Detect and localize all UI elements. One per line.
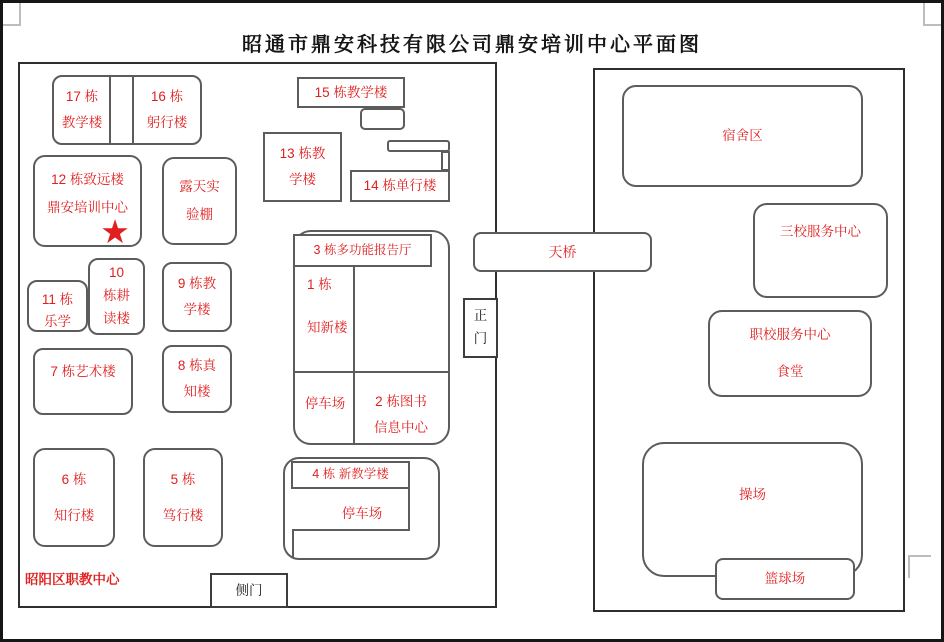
parking-lot-2-label (312, 503, 412, 525)
basketball-court (715, 558, 855, 600)
building-7-text-0: 7 栋艺术楼 (50, 364, 116, 379)
building-4-step-bottom (292, 529, 410, 531)
building-10 (88, 258, 145, 335)
vocational-school-service-center-text-1: 食堂 (776, 363, 804, 379)
main-gate-text-1: 门 (473, 331, 488, 346)
sports-ground (642, 442, 863, 577)
building-15-annex (360, 108, 405, 130)
dormitory-area (622, 85, 863, 187)
building-4-band (291, 461, 410, 489)
building-13 (263, 132, 342, 202)
building-6-text-0: 6 栋 (61, 472, 87, 488)
open-air-lab-shed-text-0: 露天实 (179, 179, 220, 195)
corner-mark-top-right (923, 3, 941, 26)
building-11 (27, 280, 88, 332)
building-8-text-1: 知楼 (183, 384, 211, 399)
star-marker-text-0: ★ (100, 212, 130, 250)
building-5-text-0: 5 栋 (170, 472, 196, 488)
dormitory-area-text-0: 宿舍区 (722, 128, 763, 144)
building-2-label-text-0: 2 栋图书 (375, 394, 427, 410)
building-12-text-1: 鼎安培训中心 (47, 199, 128, 215)
building-17-label-text-0: 17 栋 (65, 89, 99, 105)
side-gate-text-0: 侧门 (235, 582, 263, 598)
star-marker (95, 213, 135, 249)
building-12-text-0: 12 栋致远楼 (51, 172, 124, 187)
building-4-band-text-0: 4 栋 新教学楼 (312, 467, 389, 482)
hall-3-text-0: 3 栋多功能报告厅 (313, 242, 412, 257)
building-10-text-1: 栋耕 (103, 288, 130, 304)
sports-ground-text-0: 操场 (739, 487, 766, 502)
building-16-label-text-0: 16 栋 (150, 89, 184, 105)
building-9-text-0: 9 栋教 (177, 276, 217, 292)
building-9 (162, 262, 232, 332)
building-1-label-text-0: 1 栋 (307, 276, 332, 292)
basketball-court-text-0: 篮球场 (764, 571, 806, 587)
building-1-label-text-1: 知新楼 (307, 320, 348, 335)
three-school-service-center (753, 203, 888, 298)
district-label-text-0: 昭阳区职教中心 (25, 572, 120, 588)
building-13-text-1: 学楼 (289, 172, 316, 187)
building-4-step-left (292, 529, 294, 558)
building-9-text-1: 学楼 (183, 302, 211, 317)
central-horizontal-divider (295, 371, 448, 373)
building-5-text-1: 笃行楼 (162, 507, 204, 523)
building-8 (162, 345, 232, 413)
building-16-label (134, 80, 200, 140)
corner-mark-bottom-right (908, 555, 931, 578)
bridge (473, 232, 652, 272)
corner-mark-top-left (3, 3, 21, 26)
parking-lot-1-label (296, 392, 354, 416)
building-14-connector (441, 151, 450, 171)
building-6 (33, 448, 115, 547)
page-title: 昭通市鼎安科技有限公司鼎安培训中心平面图 (242, 34, 702, 56)
building-2-label (358, 390, 444, 440)
building-7 (33, 348, 133, 415)
building-17-label (54, 80, 110, 140)
main-gate (463, 298, 498, 358)
district-label (25, 569, 175, 591)
building-10-text-0: 10 (108, 265, 125, 281)
building-8-text-0: 8 栋真 (177, 358, 217, 374)
building-17-label-text-1: 教学楼 (61, 115, 103, 130)
parking-lot-1-label-text-0: 停车场 (304, 396, 346, 412)
building-10-text-2: 读楼 (103, 310, 130, 326)
building-11-text-1: 乐学 (44, 314, 71, 330)
bridge-text-0: 天桥 (548, 243, 577, 260)
building-16-label-text-1: 躬行楼 (146, 115, 188, 130)
building-15 (297, 77, 405, 108)
open-air-lab-shed (162, 157, 237, 245)
building-5 (143, 448, 223, 547)
building-13-text-0: 13 栋教 (279, 146, 326, 162)
parking-lot-2-label-text-0: 停车场 (341, 506, 383, 522)
building-11-text-0: 11 栋 (41, 292, 74, 307)
open-air-lab-shed-text-1: 验棚 (186, 207, 213, 222)
main-gate-text-0: 正 (473, 308, 488, 324)
building-15-text-0: 15 栋教学楼 (314, 84, 388, 100)
building-14-text-0: 14 栋单行楼 (363, 178, 437, 194)
building-2-label-text-1: 信息中心 (374, 420, 428, 435)
building-1-label (307, 270, 357, 342)
building-14 (350, 170, 450, 202)
vocational-school-service-center (708, 310, 872, 397)
side-gate (210, 573, 288, 608)
three-school-service-center-text-0: 三校服务中心 (780, 224, 861, 239)
building-6-text-1: 知行楼 (53, 507, 95, 523)
vocational-school-service-center-text-0: 职校服务中心 (749, 327, 831, 343)
